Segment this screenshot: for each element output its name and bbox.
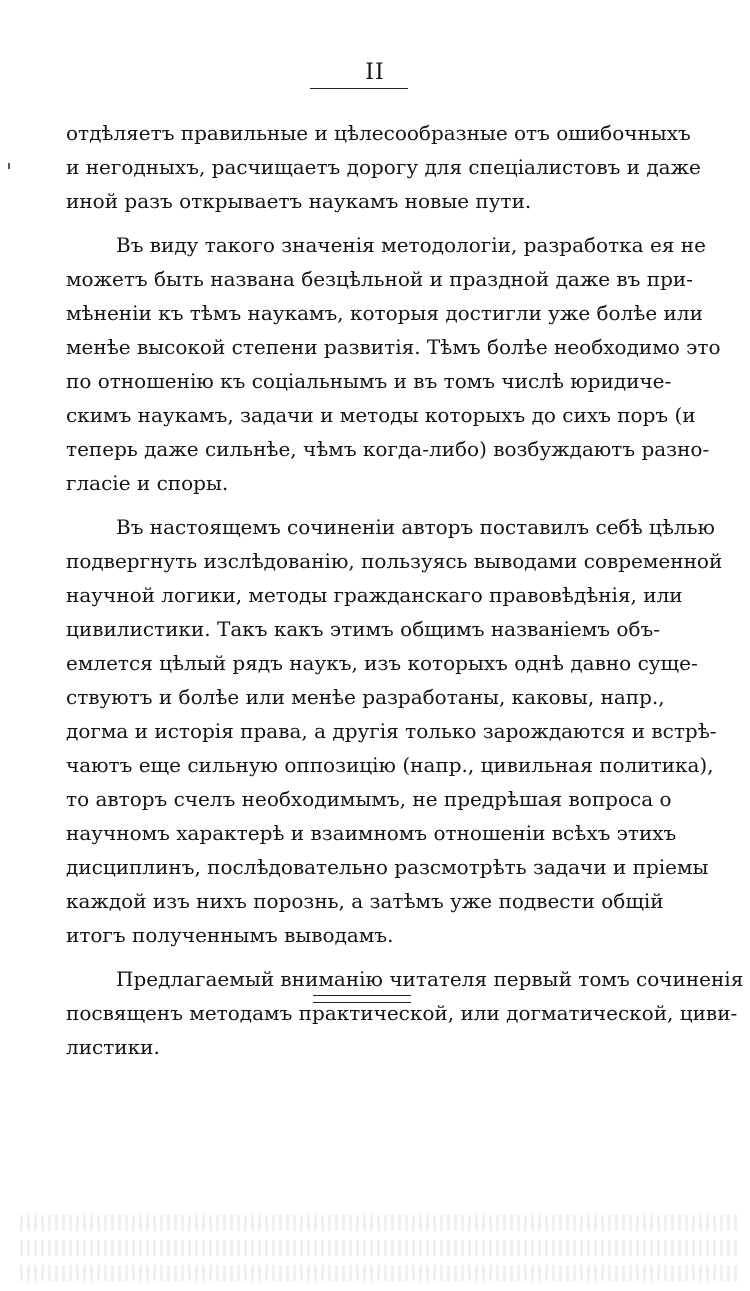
- bleed-through-texture: [20, 1215, 740, 1231]
- paragraph-2: [66, 228, 721, 500]
- text-line: по отношенію къ соціальнымъ и въ томъ числѣ юридиче-: [66, 369, 672, 393]
- paragraph-3: [66, 510, 723, 952]
- paragraph-4: [66, 962, 744, 1064]
- text-line: научной логики, методы гражданскаго правовѣдѣнія, или: [66, 583, 683, 607]
- body-text: [66, 116, 744, 1064]
- text-line: каждой изъ нихъ порознь, а затѣмъ уже подвести общій: [66, 889, 664, 913]
- text-line: Предлагаемый вниманію читателя первый томъ сочиненія: [116, 967, 744, 991]
- text-line: догма и исторія права, а другія только зарождаются и встрѣ-: [66, 719, 717, 743]
- text-line: отдѣляетъ правильные и цѣлесообразные отъ ошибочныхъ: [66, 121, 691, 145]
- page-number: II: [365, 60, 385, 85]
- text-line: емлется цѣлый рядъ наукъ, изъ которыхъ однѣ давно суще-: [66, 651, 698, 675]
- text-line: чаютъ еще сильную оппозицію (напр., цивильная политика),: [66, 753, 714, 777]
- text-line: скимъ наукамъ, задачи и методы которыхъ до сихъ поръ (и: [66, 403, 696, 427]
- paragraph-1: [66, 116, 701, 218]
- text-line: Въ настоящемъ сочиненіи авторъ поставилъ себѣ цѣлью: [116, 515, 715, 539]
- text-line: дисциплинъ, послѣдовательно разсмотрѣть задачи и пріемы: [66, 855, 709, 879]
- text-line: гласіе и споры.: [66, 471, 229, 495]
- bleed-through-texture: [20, 1240, 740, 1256]
- text-line: ствуютъ и болѣе или менѣе разработаны, каковы, напр.,: [66, 685, 665, 709]
- section-end-rule: [313, 995, 411, 1003]
- text-line: цивилистики. Такъ какъ этимъ общимъ названіемъ объ-: [66, 617, 660, 641]
- header-rule: [310, 88, 408, 89]
- text-line: посвященъ методамъ практической, или догматической, циви-: [66, 1001, 738, 1025]
- bleed-through-texture: [20, 1265, 740, 1281]
- text-line: можетъ быть названа безцѣльной и праздной даже въ при-: [66, 267, 693, 291]
- text-line: Въ виду такого значенія методологіи, разработка ея не: [116, 233, 706, 257]
- text-line: итогъ полученнымъ выводамъ.: [66, 923, 394, 947]
- text-line: иной разъ открываетъ наукамъ новые пути.: [66, 189, 532, 213]
- text-line: теперь даже сильнѣе, чѣмъ когда-либо) возбуждаютъ разно-: [66, 437, 710, 461]
- text-line: мѣненіи къ тѣмъ наукамъ, которыя достигли уже болѣе или: [66, 301, 703, 325]
- text-line: то авторъ счелъ необходимымъ, не предрѣшая вопроса о: [66, 787, 672, 811]
- text-line: научномъ характерѣ и взаимномъ отношеніи всѣхъ этихъ: [66, 821, 677, 845]
- text-line: менѣе высокой степени развитія. Тѣмъ болѣе необходимо это: [66, 335, 721, 359]
- text-line: листики.: [66, 1035, 160, 1059]
- text-line: подвергнуть изслѣдованію, пользуясь выводами современной: [66, 549, 723, 573]
- stray-ink-mark: [8, 163, 10, 169]
- text-line: и негодныхъ, расчищаетъ дорогу для спеціалистовъ и даже: [66, 155, 701, 179]
